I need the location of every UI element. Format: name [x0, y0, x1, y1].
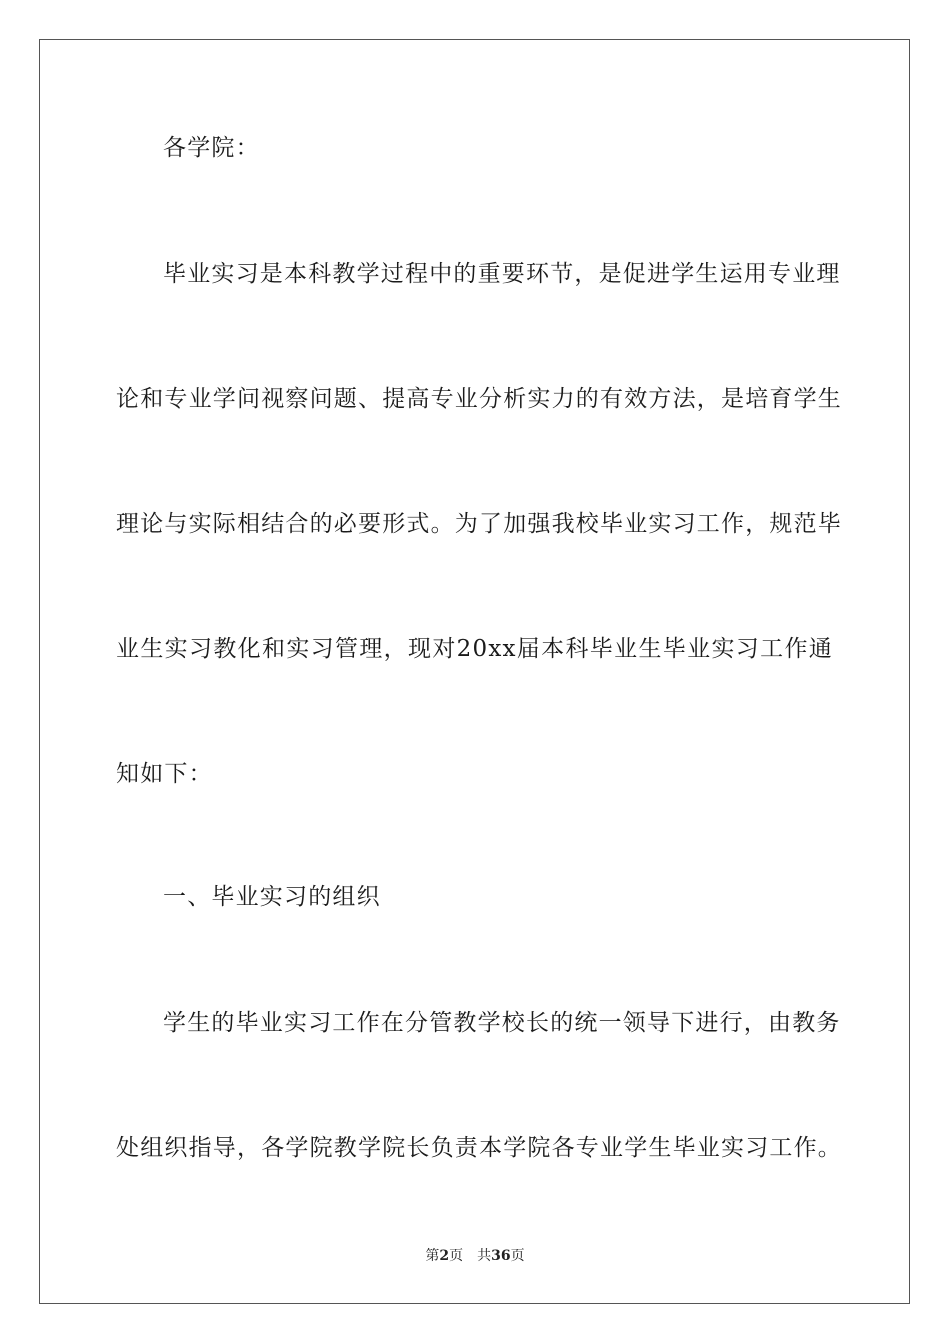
salutation: 各学院：: [163, 135, 260, 161]
paragraph-line: 论和专业学问视察问题、提高专业分析实力的有效方法，是培育学生: [116, 386, 842, 412]
paragraph-line: 理论与实际相结合的必要形式。为了加强我校毕业实习工作，规范毕: [116, 511, 842, 537]
page-footer: [0, 1247, 950, 1265]
footer-total-prefix: 共: [477, 1248, 492, 1264]
footer-total-pages: 36: [491, 1248, 511, 1264]
page-frame: [39, 39, 910, 1304]
section-heading: 一、毕业实习的组织: [163, 884, 381, 910]
footer-total-suffix: 页: [510, 1248, 525, 1264]
paragraph-line: 学生的毕业实习工作在分管教学校长的统一领导下进行，由教务: [163, 1010, 841, 1036]
footer-page-number: 2: [439, 1248, 450, 1264]
paragraph-line: 处组织指导，各学院教学院长负责本学院各专业学生毕业实习工作。: [116, 1135, 842, 1161]
paragraph-line: 知如下：: [116, 761, 213, 787]
paragraph-line: 毕业实习是本科教学过程中的重要环节，是促进学生运用专业理: [163, 261, 841, 287]
paragraph-line: 业生实习教化和实习管理，现对20xx届本科毕业生毕业实习工作通: [116, 636, 833, 662]
footer-page-prefix: 第: [425, 1248, 440, 1264]
footer-page-suffix: 页: [449, 1248, 464, 1264]
